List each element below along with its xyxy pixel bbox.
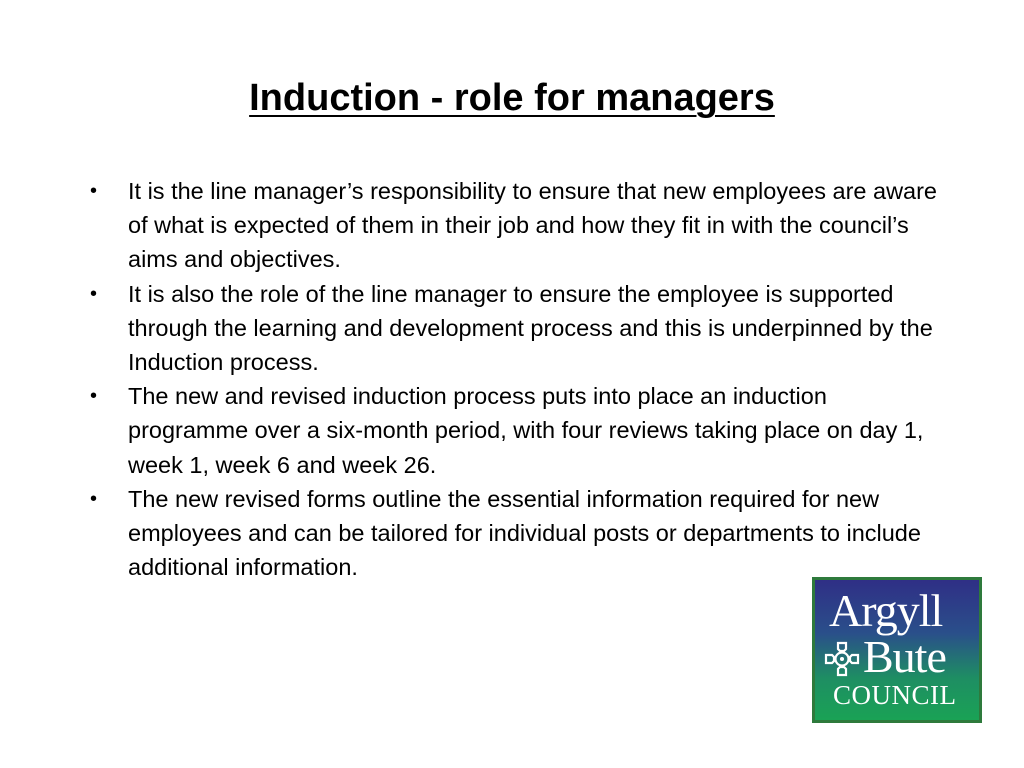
celtic-cross-icon <box>823 640 861 678</box>
logo-text-bute: Bute <box>863 631 946 682</box>
slide-title-text: Induction - role for managers <box>249 77 775 119</box>
bullet-dot: • <box>90 487 98 510</box>
bullet-item <box>90 174 943 277</box>
bullet-dot: • <box>90 282 98 305</box>
bullet-dot: • <box>90 180 98 202</box>
bullet-dot: • <box>90 385 98 408</box>
bullet-text: The new and revised induction process puts into place an induction programme over a six-month period, with four reviews taking place on day 1, week 1, week 6 and week 26. <box>128 383 924 478</box>
bullet-text: It is the line manager’s responsibility to ensure that new employees are aware of what is expected of them in their job and how they fit in with the council’s aims and objectives. <box>128 178 938 273</box>
logo-text-council: COUNCIL <box>833 680 957 710</box>
bullet-item <box>90 277 943 380</box>
slide-title <box>0 74 1024 122</box>
bullet-item <box>90 482 943 585</box>
bullet-list <box>90 174 943 584</box>
bullet-item <box>90 379 943 482</box>
bullet-text: The new revised forms outline the essential information required for new employees and can be tailored for individual posts or departments to include additional information. <box>128 485 921 581</box>
logo-text-argyll: Argyll <box>829 585 943 636</box>
bullet-text: It is also the role of the line manager to ensure the employee is supported through the learning and development process and this is underpinned by the Induction process. <box>128 280 933 376</box>
argyll-bute-council-logo <box>812 577 982 723</box>
